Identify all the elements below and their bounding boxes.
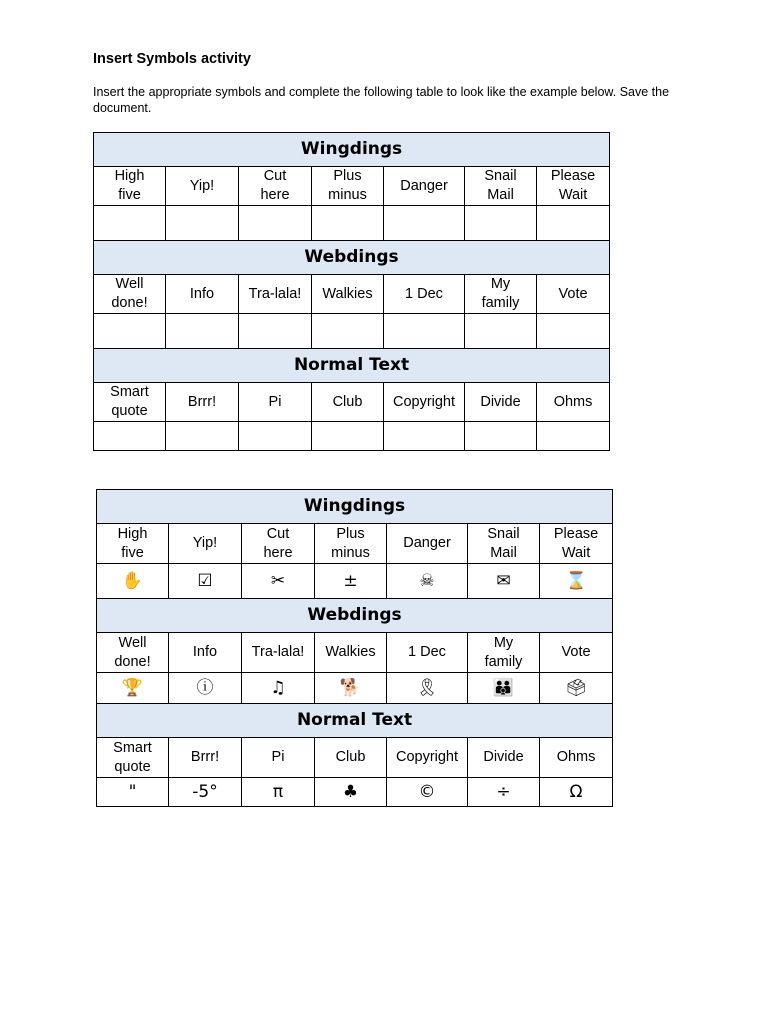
symbol-label: Smart quote bbox=[97, 738, 169, 778]
instructions-text: Insert the appropriate symbols and complete the following table to look like the example below. Save the document. bbox=[93, 85, 670, 115]
symbol-label: 1 Dec bbox=[387, 633, 468, 673]
skull-crossbones-icon: ☠ bbox=[387, 564, 468, 599]
symbol-input-cell[interactable] bbox=[312, 206, 384, 241]
symbol-input-cell[interactable] bbox=[94, 314, 166, 349]
symbol-input-cell[interactable] bbox=[384, 314, 465, 349]
symbol-input-cell[interactable] bbox=[239, 206, 312, 241]
copyright-icon: © bbox=[387, 778, 468, 807]
symbol-label: Pi bbox=[239, 383, 312, 422]
symbol-label: Snail Mail bbox=[465, 167, 537, 206]
symbol-input-cell[interactable] bbox=[384, 206, 465, 241]
symbol-input-cell[interactable] bbox=[312, 314, 384, 349]
symbol-label: Info bbox=[169, 633, 242, 673]
symbol-label: Cut here bbox=[242, 524, 315, 564]
symbol-label: Plus minus bbox=[312, 167, 384, 206]
raised-hand-icon: ✋ bbox=[97, 564, 169, 599]
symbol-label: Copyright bbox=[387, 738, 468, 778]
symbol-input-cell[interactable] bbox=[465, 314, 537, 349]
symbol-label: Brrr! bbox=[166, 383, 239, 422]
symbol-label: Tra-lala! bbox=[239, 275, 312, 314]
page-title: Insert Symbols activity bbox=[93, 51, 251, 67]
dog-icon: 🐕 bbox=[315, 673, 387, 704]
symbol-input-cell[interactable] bbox=[166, 314, 239, 349]
symbol-label: Tra-lala! bbox=[242, 633, 315, 673]
scissors-icon: ✂ bbox=[242, 564, 315, 599]
smart-quote-icon: " bbox=[97, 778, 169, 807]
symbol-value: -5° bbox=[169, 778, 242, 807]
symbol-input-cell[interactable] bbox=[312, 422, 384, 451]
ballot-box-icon: 🗳 bbox=[540, 673, 613, 704]
symbol-label: Danger bbox=[384, 167, 465, 206]
symbol-label: High five bbox=[94, 167, 166, 206]
envelope-icon: ✉ bbox=[468, 564, 540, 599]
symbol-label: Club bbox=[315, 738, 387, 778]
section-heading: Normal Text bbox=[94, 349, 610, 383]
symbol-label: Cut here bbox=[239, 167, 312, 206]
symbol-input-cell[interactable] bbox=[94, 206, 166, 241]
symbol-label: Yip! bbox=[169, 524, 242, 564]
symbol-label: Divide bbox=[465, 383, 537, 422]
trophy-icon: 🏆 bbox=[97, 673, 169, 704]
symbol-label: Ohms bbox=[540, 738, 613, 778]
symbol-input-cell[interactable] bbox=[94, 422, 166, 451]
symbol-label: Club bbox=[312, 383, 384, 422]
symbol-label: Yip! bbox=[166, 167, 239, 206]
symbol-input-cell[interactable] bbox=[537, 422, 610, 451]
symbol-label: Please Wait bbox=[537, 167, 610, 206]
symbol-input-cell[interactable] bbox=[239, 314, 312, 349]
omega-icon: Ω bbox=[540, 778, 613, 807]
symbol-label: Well done! bbox=[97, 633, 169, 673]
plus-minus-icon: ± bbox=[315, 564, 387, 599]
section-heading: Wingdings bbox=[97, 490, 613, 524]
symbol-label: Brrr! bbox=[169, 738, 242, 778]
symbol-label: Walkies bbox=[312, 275, 384, 314]
symbol-input-cell[interactable] bbox=[537, 206, 610, 241]
symbol-label: Divide bbox=[468, 738, 540, 778]
club-suit-icon: ♣ bbox=[315, 778, 387, 807]
symbol-label: Ohms bbox=[537, 383, 610, 422]
symbol-label: My family bbox=[468, 633, 540, 673]
section-heading: Wingdings bbox=[94, 133, 610, 167]
checked-box-icon: ☑ bbox=[169, 564, 242, 599]
section-heading: Webdings bbox=[97, 599, 613, 633]
symbol-label: Vote bbox=[540, 633, 613, 673]
symbol-input-cell[interactable] bbox=[384, 422, 465, 451]
family-icon: 👪 bbox=[468, 673, 540, 704]
symbol-label: My family bbox=[465, 275, 537, 314]
symbol-label: Please Wait bbox=[540, 524, 613, 564]
symbol-label: Copyright bbox=[384, 383, 465, 422]
symbol-label: 1 Dec bbox=[384, 275, 465, 314]
symbol-label: Vote bbox=[537, 275, 610, 314]
awareness-ribbon-icon: 🎗 bbox=[387, 673, 468, 704]
symbol-label: Smart quote bbox=[94, 383, 166, 422]
symbols-table-example bbox=[96, 489, 613, 807]
pi-icon: π bbox=[242, 778, 315, 807]
symbol-input-cell[interactable] bbox=[465, 206, 537, 241]
hourglass-icon: ⌛ bbox=[540, 564, 613, 599]
symbols-table-blank bbox=[93, 132, 610, 451]
symbol-label: Danger bbox=[387, 524, 468, 564]
section-heading: Normal Text bbox=[97, 704, 613, 738]
symbol-label: Well done! bbox=[94, 275, 166, 314]
music-notes-icon: ♫ bbox=[242, 673, 315, 704]
symbol-label: Plus minus bbox=[315, 524, 387, 564]
info-icon: ⓘ bbox=[169, 673, 242, 704]
section-heading: Webdings bbox=[94, 241, 610, 275]
symbol-input-cell[interactable] bbox=[465, 422, 537, 451]
symbol-label: High five bbox=[97, 524, 169, 564]
symbol-input-cell[interactable] bbox=[239, 422, 312, 451]
symbol-label: Snail Mail bbox=[468, 524, 540, 564]
symbol-label: Walkies bbox=[315, 633, 387, 673]
symbol-input-cell[interactable] bbox=[537, 314, 610, 349]
divide-icon: ÷ bbox=[468, 778, 540, 807]
symbol-label: Info bbox=[166, 275, 239, 314]
symbol-input-cell[interactable] bbox=[166, 206, 239, 241]
symbol-label: Pi bbox=[242, 738, 315, 778]
symbol-input-cell[interactable] bbox=[166, 422, 239, 451]
